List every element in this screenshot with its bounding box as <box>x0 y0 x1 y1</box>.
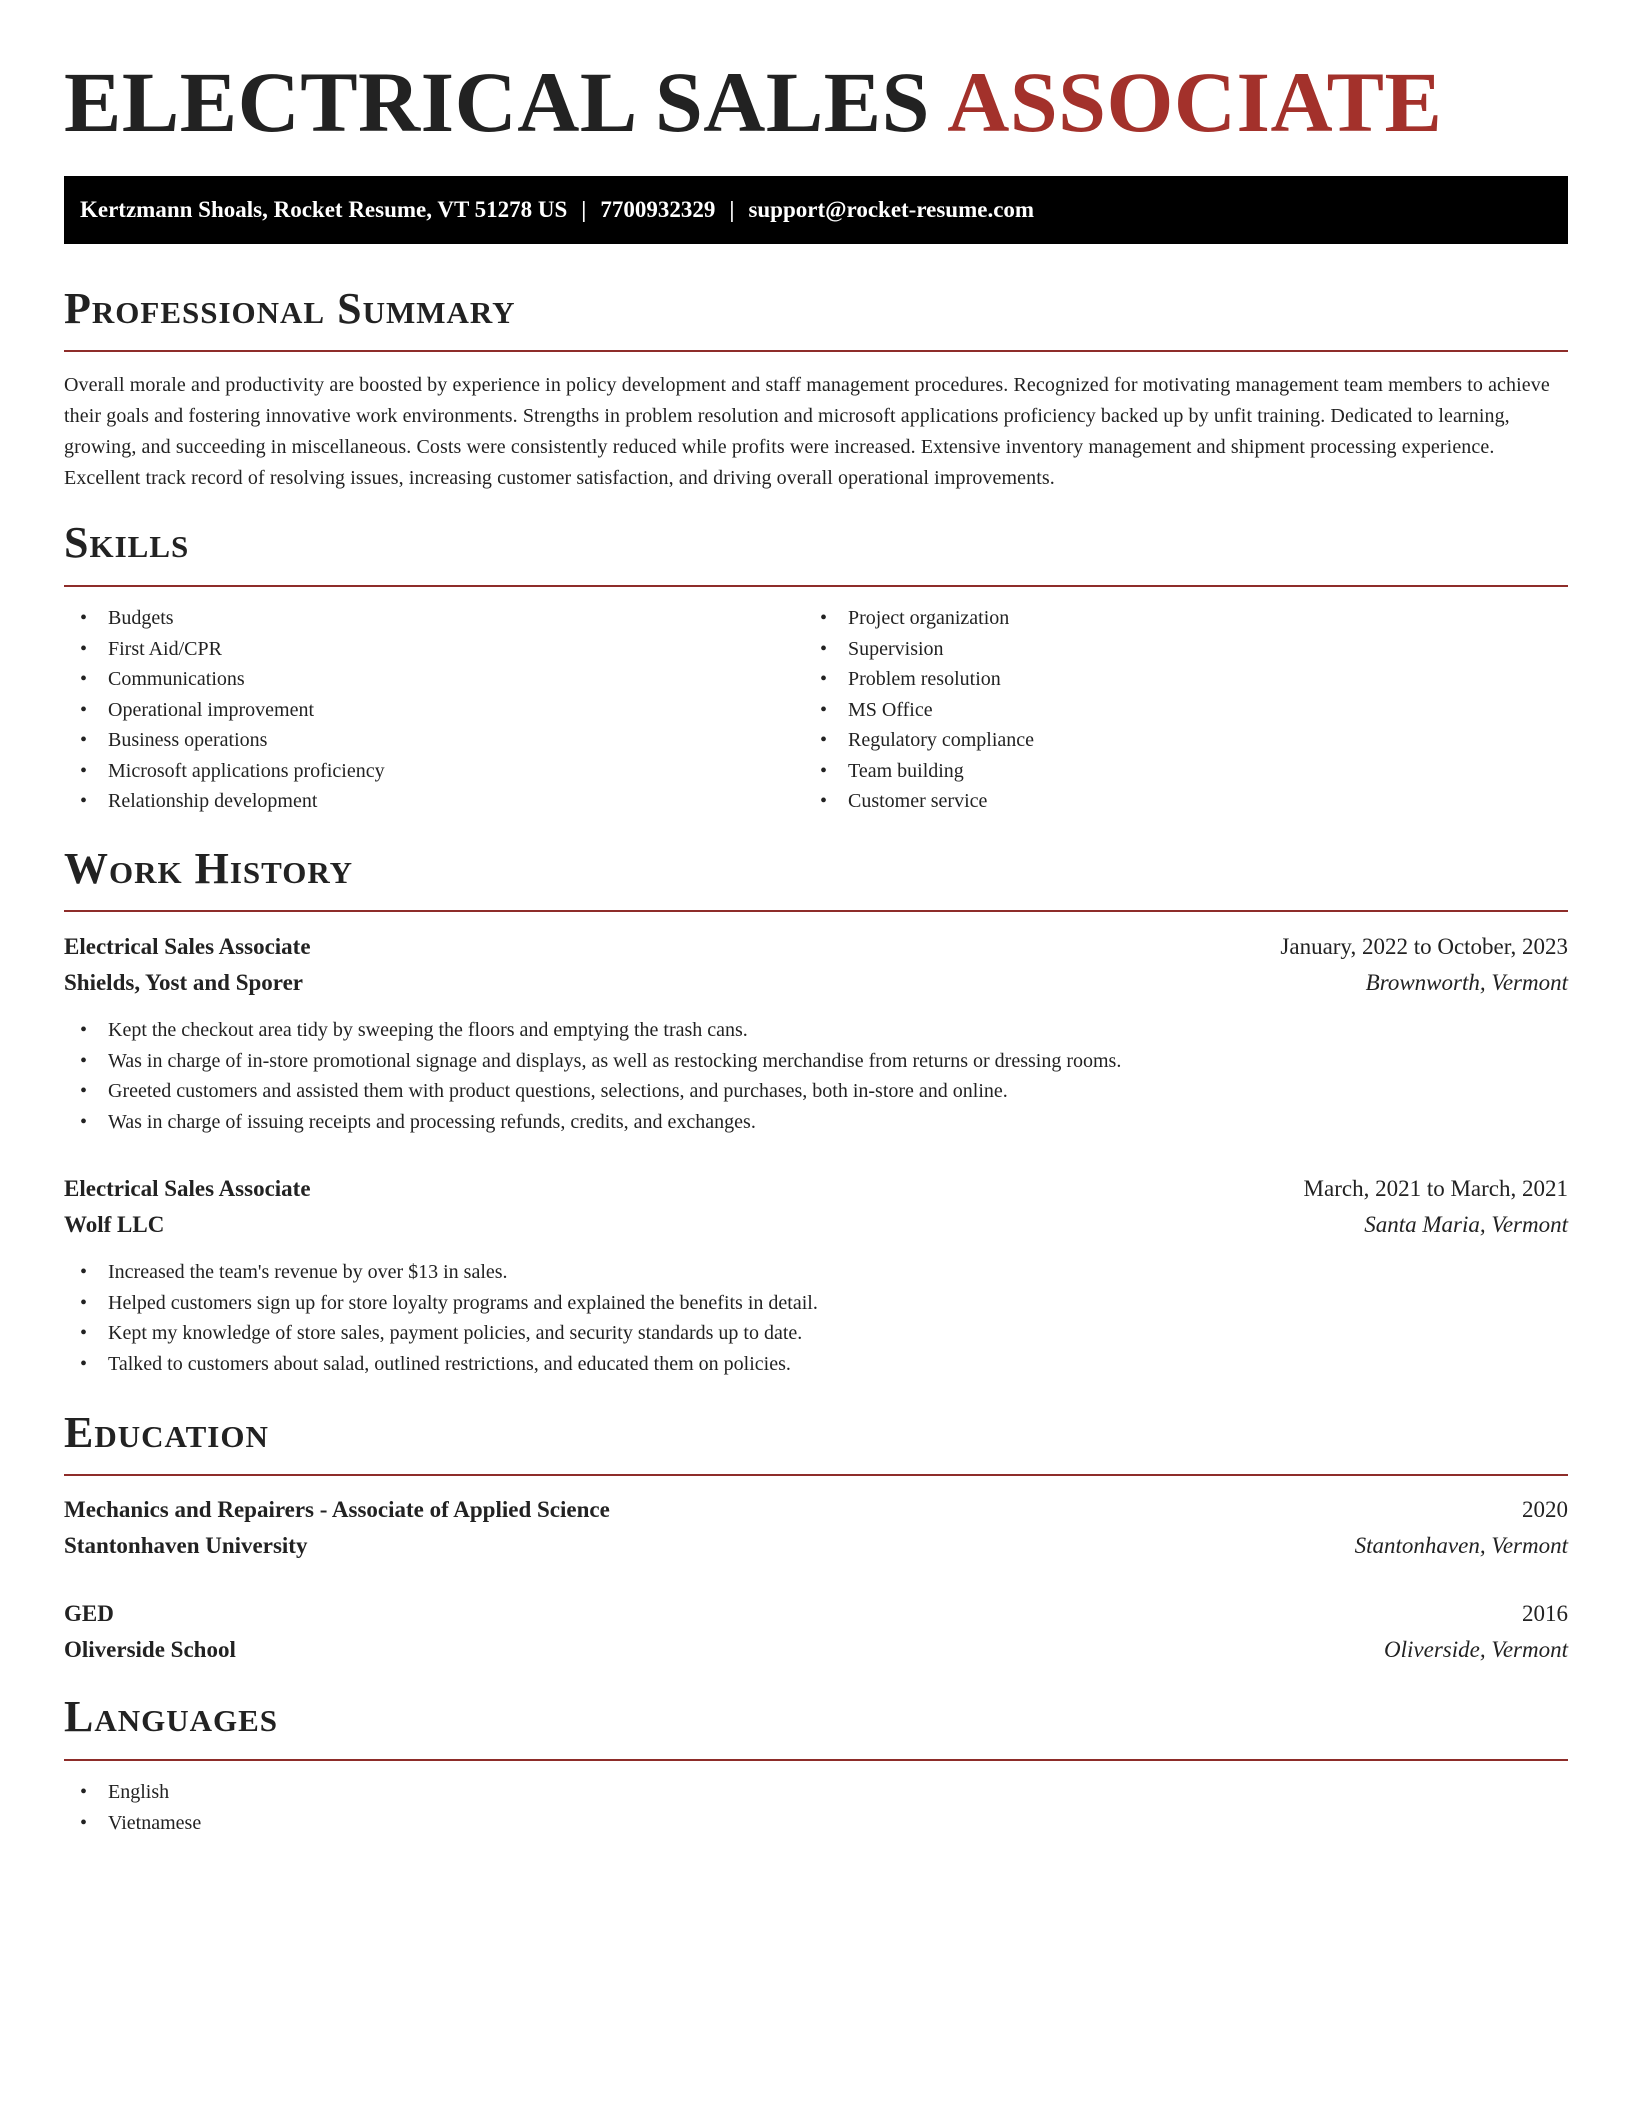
education-degree: GED <box>64 1601 114 1626</box>
job-bullet: • Increased the team's revenue by over $13 in sales. <box>64 1257 818 1288</box>
job-company-row <box>64 965 1568 1001</box>
job-company-row <box>64 1207 1568 1243</box>
job-bullet: • Kept my knowledge of store sales, payment policies, and security standards up to date. <box>64 1318 818 1349</box>
summary-heading: Professional Summary <box>64 284 516 333</box>
job-location: Brownworth, Vermont <box>1365 970 1568 995</box>
skill-item: • Project organization <box>804 603 1034 634</box>
job-location: Santa Maria, Vermont <box>1364 1212 1568 1237</box>
section-divider <box>64 1759 1568 1761</box>
contact-address: Kertzmann Shoals, Rocket Resume, VT 51278 US <box>80 197 568 222</box>
skill-item: • Budgets <box>64 603 385 634</box>
work-heading: Work History <box>64 844 354 893</box>
job-header <box>64 1171 1568 1207</box>
skill-item: • Team building <box>804 756 1034 787</box>
language-item: • English <box>64 1777 201 1808</box>
resume-title <box>64 52 1442 152</box>
education-degree: Mechanics and Repairers - Associate of Applied Science <box>64 1497 610 1522</box>
job-company: Wolf LLC <box>64 1212 165 1237</box>
skill-item: • Supervision <box>804 634 1034 665</box>
skill-item: • Problem resolution <box>804 664 1034 695</box>
skills-list-right <box>804 603 1034 817</box>
education-location: Stantonhaven, Vermont <box>1354 1533 1568 1558</box>
contact-bar <box>64 176 1568 244</box>
skill-item: • Regulatory compliance <box>804 725 1034 756</box>
job-bullets <box>64 1015 1121 1137</box>
skill-item: • Business operations <box>64 725 385 756</box>
job-header <box>64 929 1568 965</box>
skill-item: • First Aid/CPR <box>64 634 385 665</box>
education-school-row <box>64 1632 1568 1668</box>
summary-text: Overall morale and productivity are boosted by experience in policy development and staff management procedures. Recognized for motivating management team members to achieve their goals and fostering innovative work environments. Strengths in problem resolution and microsoft applications proficiency backed up by unfit training. Dedicated to learning, growing, and succeeding in miscellaneous. Costs were consistently reduced while profits were increased. Extensive inventory management and shipment processing experience. Excellent track record of resolving issues, increasing customer satisfaction, and driving overall operational improvements. <box>64 374 1550 489</box>
languages-heading: Languages <box>64 1692 279 1741</box>
education-header <box>64 1596 1568 1632</box>
education-location: Oliverside, Vermont <box>1384 1637 1568 1662</box>
job-bullets <box>64 1257 818 1379</box>
job-title: Electrical Sales Associate <box>64 1176 311 1201</box>
job-bullet: • Greeted customers and assisted them with product questions, selections, and purchases, both in-store and online. <box>64 1076 1121 1107</box>
skill-item: • Communications <box>64 664 385 695</box>
education-year: 2016 <box>1522 1601 1568 1626</box>
section-divider <box>64 1474 1568 1476</box>
education-school-row <box>64 1528 1568 1564</box>
skill-item: • Customer service <box>804 786 1034 817</box>
education-header <box>64 1492 1568 1528</box>
education-year: 2020 <box>1522 1497 1568 1522</box>
education-heading: Education <box>64 1408 269 1457</box>
job-dates: January, 2022 to October, 2023 <box>1280 934 1568 959</box>
skill-item: • MS Office <box>804 695 1034 726</box>
job-bullet: • Was in charge of issuing receipts and processing refunds, credits, and exchanges. <box>64 1107 1121 1138</box>
job-bullet: • Talked to customers about salad, outlined restrictions, and educated them on policies. <box>64 1349 818 1380</box>
skills-heading: Skills <box>64 518 190 567</box>
job-bullet: • Kept the checkout area tidy by sweeping the floors and emptying the trash cans. <box>64 1015 1121 1046</box>
contact-separator: | <box>581 197 587 222</box>
education-school: Oliverside School <box>64 1637 236 1662</box>
education-school: Stantonhaven University <box>64 1533 308 1558</box>
section-divider <box>64 585 1568 587</box>
skills-list-left <box>64 603 385 817</box>
skill-item: • Relationship development <box>64 786 385 817</box>
job-title: Electrical Sales Associate <box>64 934 311 959</box>
section-divider <box>64 350 1568 352</box>
title-accent: ASSOCIATE <box>947 54 1443 150</box>
language-item: • Vietnamese <box>64 1808 201 1839</box>
skill-item: • Microsoft applications proficiency <box>64 756 385 787</box>
job-dates: March, 2021 to March, 2021 <box>1303 1176 1568 1201</box>
title-main: ELECTRICAL SALES <box>64 54 930 150</box>
section-divider <box>64 910 1568 912</box>
job-company: Shields, Yost and Sporer <box>64 970 304 995</box>
job-bullet: • Helped customers sign up for store loyalty programs and explained the benefits in detail. <box>64 1288 818 1319</box>
job-bullet: • Was in charge of in-store promotional signage and displays, as well as restocking merchandise from returns or dressing rooms. <box>64 1046 1121 1077</box>
contact-phone: 7700932329 <box>600 197 716 222</box>
skill-item: • Operational improvement <box>64 695 385 726</box>
languages-list <box>64 1777 201 1838</box>
contact-email[interactable]: support@rocket-resume.com <box>748 197 1035 222</box>
contact-separator: | <box>729 197 735 222</box>
